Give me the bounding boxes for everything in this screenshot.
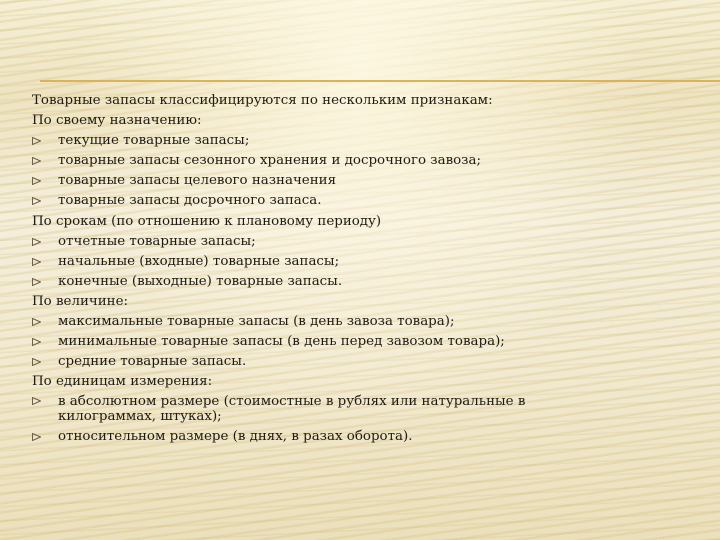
- bullet-icon: [32, 433, 41, 441]
- list-item: [32, 151, 592, 171]
- list-item: [32, 392, 568, 427]
- list-item-text: относительном размере (в днях, в разах оборота).: [58, 429, 413, 445]
- bullet-icon: [32, 258, 41, 266]
- list-item: [32, 272, 592, 292]
- list-item: [32, 232, 592, 252]
- list-item-text: текущие товарные запасы;: [58, 133, 250, 149]
- section-heading-terms: По срокам (по отношению к плановому периоду): [32, 213, 382, 229]
- list-item: [32, 332, 592, 352]
- list-item: [32, 191, 592, 211]
- list-item: [32, 312, 592, 332]
- list-item: [32, 171, 592, 191]
- list-item-text: отчетные товарные запасы;: [58, 233, 256, 249]
- list-item-text: в абсолютном размере (стоимостные в рублях или натуральные в килограммах, штуках);: [58, 394, 526, 425]
- bullet-icon: [32, 177, 41, 185]
- list-item-text: минимальные товарные запасы (в день перед завозом товара);: [58, 334, 505, 350]
- list-item: [32, 252, 592, 272]
- slide-body: [32, 91, 592, 448]
- list-item: [32, 131, 592, 151]
- list-item-text: товарные запасы целевого назначения: [58, 173, 337, 189]
- list-item-text: конечные (выходные) товарные запасы.: [58, 273, 343, 289]
- intro-text: Товарные запасы классифицируются по нескольким признакам:: [32, 93, 493, 108]
- bullet-icon: [32, 397, 41, 405]
- list-item: [32, 352, 592, 372]
- title-divider: [40, 80, 720, 82]
- list-item-text: максимальные товарные запасы (в день завоза товара);: [58, 314, 455, 330]
- bullet-icon: [32, 318, 41, 326]
- list-item-text: средние товарные запасы.: [58, 354, 247, 370]
- bullet-icon: [32, 197, 41, 205]
- section-heading-units: По единицам измерения:: [32, 374, 213, 390]
- list-item-text: начальные (входные) товарные запасы;: [58, 253, 340, 269]
- bullet-icon: [32, 358, 41, 366]
- list-item-text: товарные запасы досрочного запаса.: [58, 193, 322, 209]
- section-heading-purpose: По своему назначению:: [32, 113, 202, 129]
- bullet-icon: [32, 238, 41, 246]
- section-heading-size: По величине:: [32, 293, 129, 309]
- bullet-icon: [32, 137, 41, 145]
- list-item-text: товарные запасы сезонного хранения и досрочного завоза;: [58, 153, 481, 169]
- bullet-icon: [32, 338, 41, 346]
- bullet-icon: [32, 157, 41, 165]
- list-item: [32, 427, 592, 447]
- bullet-icon: [32, 278, 41, 286]
